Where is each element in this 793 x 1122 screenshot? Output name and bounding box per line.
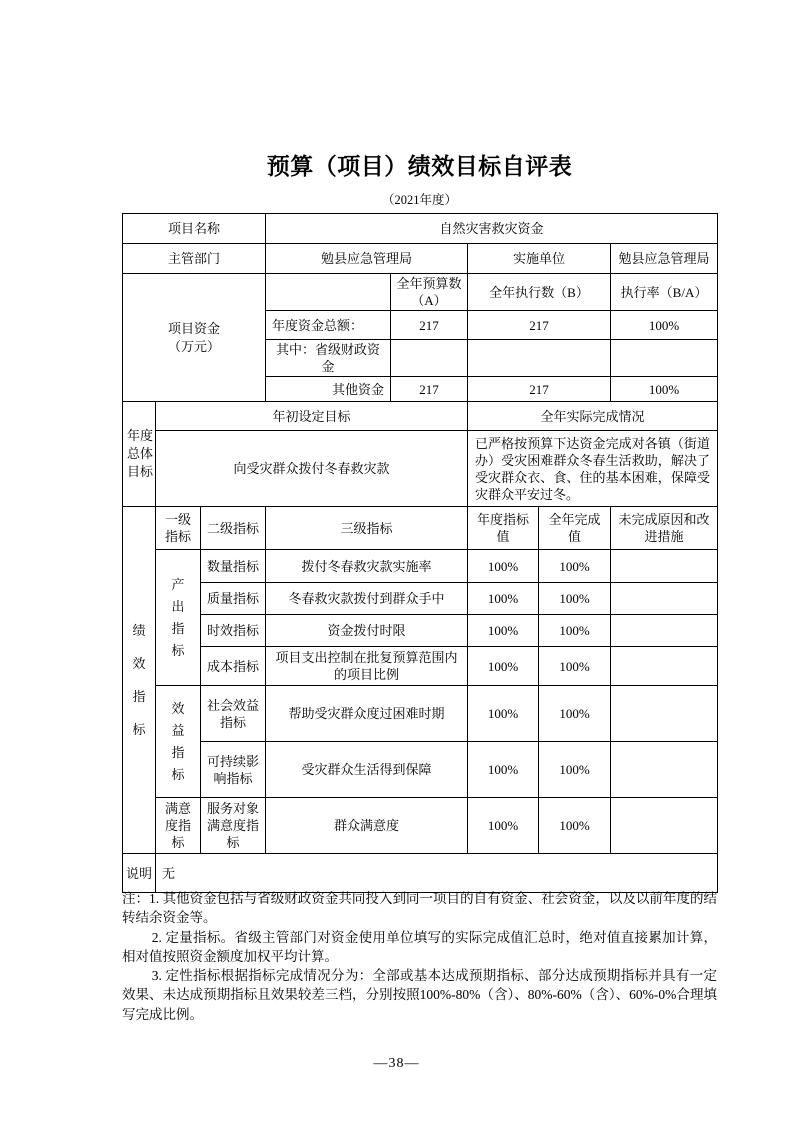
indicator-row-social-benefit	[123, 686, 718, 742]
indicator-row-quantity	[123, 550, 718, 583]
footnote-3: 3. 定性指标根据指标完成情况分为：全部或基本达成预期指标、部分达成预期指标并具有一定效果、未达成预期指标且效果较差三档，分别按照100%-80%（含）、80%-60%（含）、60%-0%合理填写完成比例。	[122, 968, 717, 1022]
indicator-group-output: 产出指标	[156, 550, 201, 686]
page-title: 预算（项目）绩效目标自评表	[266, 154, 573, 179]
indicator-level2: 数量指标	[201, 550, 266, 583]
indicator-level2: 质量指标	[201, 583, 266, 615]
project-name-row	[123, 214, 718, 244]
page-subtitle: （2021年度）	[381, 193, 457, 207]
funding-other-execution: 217	[468, 377, 611, 402]
department-label: 主管部门	[123, 244, 266, 274]
project-name-label: 项目名称	[123, 214, 266, 244]
implementing-unit-value: 勉县应急管理局	[611, 244, 718, 274]
page-number: —38—	[373, 1056, 420, 1071]
indicator-row-quality	[123, 583, 718, 615]
funding-total-execution: 217	[468, 311, 611, 340]
indicators-col-level3: 三级指标	[266, 507, 468, 550]
indicators-col-reason: 未完成原因和改进措施	[611, 507, 718, 550]
annual-goal-section-label: 年度总体目标	[123, 402, 156, 507]
indicator-level3: 项目支出控制在批复预算范围内的项目比例	[266, 647, 468, 686]
funding-provincial-execution	[468, 340, 611, 377]
indicator-target: 100%	[468, 583, 539, 615]
footnote-2: 2. 定量指标。省级主管部门对资金使用单位填写的实际完成值汇总时，绝对值直接累加计算，相对值按照资金额度加权平均计算。	[122, 929, 717, 964]
indicator-reason	[611, 550, 718, 583]
funding-section-label	[123, 274, 266, 402]
self-evaluation-table	[122, 213, 718, 893]
indicator-completed: 100%	[539, 583, 611, 615]
indicator-completed: 100%	[539, 686, 611, 742]
indicators-section-label: 绩效指标	[123, 507, 156, 854]
indicator-row-cost	[123, 647, 718, 686]
indicator-target: 100%	[468, 798, 539, 854]
annual-goal-planned-value: 向受灾群众拨付冬春救灾款	[156, 431, 468, 507]
funding-col-execution: 全年执行数（B）	[468, 274, 611, 311]
funding-col-budget: 全年预算数（A）	[391, 274, 468, 311]
department-row	[123, 244, 718, 274]
indicator-target: 100%	[468, 615, 539, 647]
indicators-col-completed: 全年完成值	[539, 507, 611, 550]
indicator-level2: 时效指标	[201, 615, 266, 647]
remark-value: 无	[156, 854, 718, 893]
indicator-reason	[611, 583, 718, 615]
indicator-level3: 帮助受灾群众度过困难时期	[266, 686, 468, 742]
indicator-reason	[611, 686, 718, 742]
funding-col-rate: 执行率（B/A）	[611, 274, 718, 311]
footnotes	[122, 889, 717, 1024]
indicator-level3: 拨付冬春救灾款实施率	[266, 550, 468, 583]
funding-total-rate: 100%	[611, 311, 718, 340]
indicators-col-level2: 二级指标	[201, 507, 266, 550]
indicator-row-sustainability	[123, 742, 718, 798]
indicator-group-benefit: 效益指标	[156, 686, 201, 798]
indicator-completed: 100%	[539, 798, 611, 854]
funding-provincial-label: 其中：省级财政资金	[266, 340, 391, 377]
annual-goal-col-actual: 全年实际完成情况	[468, 402, 718, 431]
annual-goal-col-planned: 年初设定目标	[156, 402, 468, 431]
indicator-target: 100%	[468, 647, 539, 686]
funding-provincial-rate	[611, 340, 718, 377]
indicator-reason	[611, 647, 718, 686]
funding-blank-header-cell	[266, 274, 391, 311]
indicator-completed: 100%	[539, 550, 611, 583]
funding-provincial-budget	[391, 340, 468, 377]
indicator-target: 100%	[468, 742, 539, 798]
funding-total-label: 年度资金总额：	[266, 311, 391, 340]
indicator-row-satisfaction	[123, 798, 718, 854]
indicator-completed: 100%	[539, 742, 611, 798]
annual-goal-actual-value: 已严格按预算下达资金完成对各镇（街道办）受灾困难群众冬春生活救助，解决了受灾群众衣、食、住的基本困难，保障受灾群众平安过冬。	[468, 431, 718, 507]
indicator-target: 100%	[468, 686, 539, 742]
funding-other-budget: 217	[391, 377, 468, 402]
indicator-level2: 成本指标	[201, 647, 266, 686]
indicator-level3: 资金拨付时限	[266, 615, 468, 647]
department-value: 勉县应急管理局	[266, 244, 468, 274]
indicator-target: 100%	[468, 550, 539, 583]
annual-goal-content-row	[123, 431, 718, 507]
indicator-reason	[611, 615, 718, 647]
remark-row	[123, 854, 718, 893]
project-name-value: 自然灾害救灾资金	[266, 214, 718, 244]
funding-other-rate: 100%	[611, 377, 718, 402]
funding-other-label: 其他资金	[266, 377, 391, 402]
funding-section-label-text: 项目资金（万元）	[167, 320, 220, 354]
indicator-reason	[611, 798, 718, 854]
indicator-level3: 群众满意度	[266, 798, 468, 854]
indicators-col-level1: 一级指标	[156, 507, 201, 550]
indicator-level2: 社会效益指标	[201, 686, 266, 742]
annual-goal-header-row	[123, 402, 718, 431]
indicator-level3: 受灾群众生活得到保障	[266, 742, 468, 798]
indicators-header-row	[123, 507, 718, 550]
indicator-row-timeliness	[123, 615, 718, 647]
indicator-level3: 冬春救灾款拨付到群众手中	[266, 583, 468, 615]
funding-total-budget: 217	[391, 311, 468, 340]
indicator-group-satisfaction: 满意度指标	[156, 798, 201, 854]
footnote-1: 注：1. 其他资金包括与省级财政资金共同投入到同一项目的自有资金、社会资金，以及以前年度的结转结余资金等。	[122, 891, 717, 926]
implementing-unit-label: 实施单位	[468, 244, 611, 274]
remark-label: 说明	[123, 854, 156, 893]
indicator-completed: 100%	[539, 615, 611, 647]
indicator-completed: 100%	[539, 647, 611, 686]
funding-header-row	[123, 274, 718, 311]
indicators-col-target: 年度指标值	[468, 507, 539, 550]
indicator-level2: 可持续影响指标	[201, 742, 266, 798]
indicator-level2: 服务对象满意度指标	[201, 798, 266, 854]
indicator-reason	[611, 742, 718, 798]
